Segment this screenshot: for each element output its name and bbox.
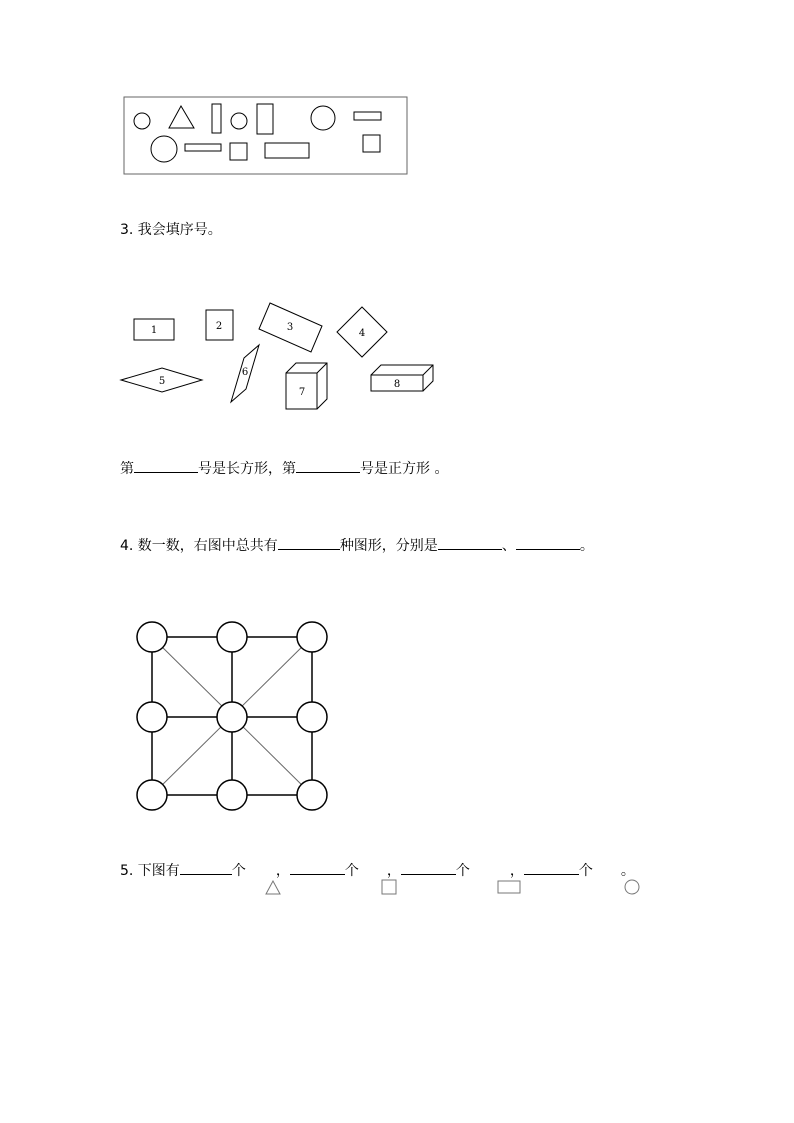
q4-blank-shape-b[interactable] [516,535,580,550]
small-circle-1 [134,113,150,129]
q3-label-7: 7 [298,387,306,398]
wide-rect [265,143,309,158]
q3-answer-prefix: 第 [120,461,134,477]
q5-comma-3: ， [509,863,524,879]
q3-shape-1 [134,319,174,340]
thin-horizontal-rect [354,112,381,120]
q5-comma-2: ， [386,863,401,879]
triangle-icon [266,881,280,894]
triangle-shape [169,106,194,128]
medium-circle [311,106,335,130]
q5-blank-rectangles[interactable] [401,860,456,875]
q5-comma-1: ， [275,863,290,879]
q4-prompt-mid: 种图形，分别是 [339,538,438,554]
q4-prompt-prefix: 4. 数一数，右图中总共有 [120,538,278,554]
q3-shape-5 [121,368,202,392]
q3-shapes [0,295,794,415]
q3-answer-mid: 号是长方形，第 [198,461,296,477]
q3-answer-line [120,458,448,479]
square-right [363,135,380,152]
grid-node-7 [137,780,167,810]
square-icon [382,880,396,894]
grid-node-8 [217,780,247,810]
q5-blank-circles[interactable] [524,860,579,875]
large-circle [151,136,177,162]
grid-node-9 [297,780,327,810]
vertical-rect [257,104,273,134]
q3-shape-4 [337,307,387,357]
q5-unit-3: 个 [455,863,470,879]
q3-label-4: 4 [358,328,366,339]
q3-prompt: 3. 我会填序号。 [120,222,222,238]
shapes-box [0,0,794,190]
q3-shape-6 [231,345,259,402]
circle-icon [625,880,639,894]
small-circle-2 [231,113,247,129]
thin-vertical-rect [212,104,221,133]
q4-sep: 、 [501,538,516,554]
grid-node-1 [137,622,167,652]
q5-shape-icons [0,875,794,905]
q4-blank-shape-a[interactable] [438,535,502,550]
q5-blank-triangles[interactable] [180,860,232,875]
q3-label-2: 2 [215,321,223,332]
grid-node-3 [297,622,327,652]
q3-blank-squares[interactable] [296,458,360,473]
q3-label-6: 6 [241,367,249,378]
q3-blank-rectangles[interactable] [134,458,198,473]
grid-node-5 [217,702,247,732]
q5-unit-2: 个 [344,863,359,879]
q4-blank-count[interactable] [278,535,340,550]
q3-shape-7-cube [286,363,327,409]
q5-end: 。 [620,863,635,879]
rectangle-icon [498,881,520,893]
q3-label-1: 1 [150,325,158,336]
q5-prefix: 5. 下图有 [120,863,180,879]
q3-label-8: 8 [393,379,401,390]
grid-node-2 [217,622,247,652]
q5-blank-squares[interactable] [290,860,345,875]
grid-node-6 [297,702,327,732]
q3-shape-3 [259,303,322,352]
flat-rect [185,144,221,151]
q3-label-5: 5 [158,376,166,387]
q3-label-3: 3 [286,322,294,333]
q3-answer-suffix: 号是正方形 [360,461,430,477]
q3-shape-2 [206,310,233,340]
q4-grid-figure [0,620,794,820]
q5-unit-1: 个 [231,863,246,879]
q3-answer-end: 。 [434,461,449,477]
q3-shape-8-box [371,365,433,391]
grid-node-4 [137,702,167,732]
q5-unit-4: 个 [578,863,593,879]
small-square [230,143,247,160]
q4-prompt [120,535,594,556]
q4-end: 。 [579,538,594,554]
